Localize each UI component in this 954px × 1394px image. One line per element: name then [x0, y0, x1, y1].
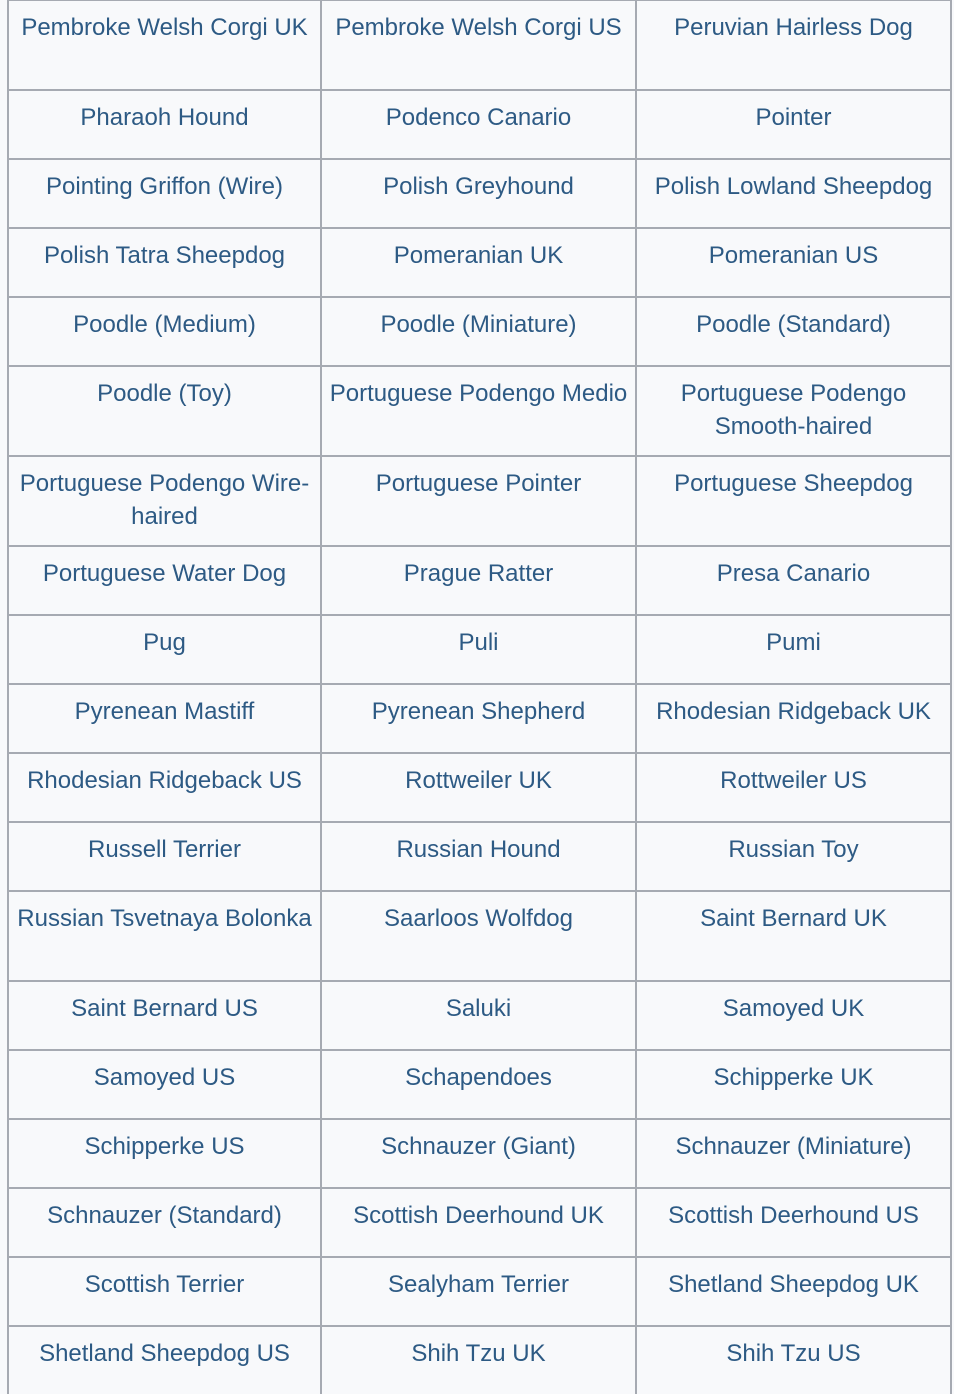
- table-cell: Pharaoh Hound: [8, 90, 321, 159]
- table-cell: Samoyed UK: [636, 981, 951, 1050]
- table-cell: Rhodesian Ridgeback US: [8, 753, 321, 822]
- table-row: [8, 891, 951, 981]
- table-cell: Pomeranian US: [636, 228, 951, 297]
- table-row: [8, 684, 951, 753]
- table-cell: Saint Bernard US: [8, 981, 321, 1050]
- table-cell: Saint Bernard UK: [636, 891, 951, 981]
- table-cell: Pug: [8, 615, 321, 684]
- table-cell: Schipperke US: [8, 1119, 321, 1188]
- table-row: [8, 0, 951, 90]
- table-cell: Prague Ratter: [321, 546, 636, 615]
- table-row: [8, 297, 951, 366]
- table-cell: Schnauzer (Standard): [8, 1188, 321, 1257]
- table-cell: Podenco Canario: [321, 90, 636, 159]
- table-cell: Presa Canario: [636, 546, 951, 615]
- table-cell: Poodle (Medium): [8, 297, 321, 366]
- table-cell: Shih Tzu US: [636, 1326, 951, 1394]
- table-cell: Shih Tzu UK: [321, 1326, 636, 1394]
- table-cell: Pointer: [636, 90, 951, 159]
- table-cell: Russell Terrier: [8, 822, 321, 891]
- table-cell: Rottweiler UK: [321, 753, 636, 822]
- table-cell: Puli: [321, 615, 636, 684]
- table-row: [8, 1188, 951, 1257]
- breed-table-body: [8, 0, 951, 1394]
- table-cell: Portuguese Water Dog: [8, 546, 321, 615]
- table-row: [8, 1119, 951, 1188]
- table-cell: Portuguese Pointer: [321, 456, 636, 546]
- table-cell: Shetland Sheepdog UK: [636, 1257, 951, 1326]
- table-row: [8, 159, 951, 228]
- table-row: [8, 753, 951, 822]
- table-cell: Samoyed US: [8, 1050, 321, 1119]
- table-cell: Pyrenean Shepherd: [321, 684, 636, 753]
- table-cell: Scottish Deerhound US: [636, 1188, 951, 1257]
- table-cell: Peruvian Hairless Dog: [636, 0, 951, 90]
- table-row: [8, 981, 951, 1050]
- table-row: [8, 1257, 951, 1326]
- table-cell: Schipperke UK: [636, 1050, 951, 1119]
- table-cell: Portuguese Podengo Wire-haired: [8, 456, 321, 546]
- table-row: [8, 1050, 951, 1119]
- table-cell: Russian Hound: [321, 822, 636, 891]
- table-cell: Schnauzer (Miniature): [636, 1119, 951, 1188]
- table-cell: Russian Tsvetnaya Bolonka: [8, 891, 321, 981]
- table-cell: Pumi: [636, 615, 951, 684]
- table-cell: Saluki: [321, 981, 636, 1050]
- table-row: [8, 615, 951, 684]
- table-cell: Rhodesian Ridgeback UK: [636, 684, 951, 753]
- table-cell: Poodle (Miniature): [321, 297, 636, 366]
- table-cell: Poodle (Standard): [636, 297, 951, 366]
- breed-table: [7, 0, 952, 1394]
- table-row: [8, 1326, 951, 1394]
- table-cell: Portuguese Podengo Smooth-haired: [636, 366, 951, 456]
- table-cell: Saarloos Wolfdog: [321, 891, 636, 981]
- table-cell: Pointing Griffon (Wire): [8, 159, 321, 228]
- table-cell: Sealyham Terrier: [321, 1257, 636, 1326]
- table-cell: Pyrenean Mastiff: [8, 684, 321, 753]
- table-row: [8, 456, 951, 546]
- table-row: [8, 546, 951, 615]
- table-row: [8, 366, 951, 456]
- table-cell: Portuguese Sheepdog: [636, 456, 951, 546]
- table-cell: Poodle (Toy): [8, 366, 321, 456]
- table-cell: Schapendoes: [321, 1050, 636, 1119]
- table-cell: Rottweiler US: [636, 753, 951, 822]
- table-row: [8, 822, 951, 891]
- table-cell: Pembroke Welsh Corgi UK: [8, 0, 321, 90]
- table-cell: Scottish Terrier: [8, 1257, 321, 1326]
- table-cell: Scottish Deerhound UK: [321, 1188, 636, 1257]
- table-cell: Schnauzer (Giant): [321, 1119, 636, 1188]
- table-cell: Polish Tatra Sheepdog: [8, 228, 321, 297]
- table-cell: Polish Greyhound: [321, 159, 636, 228]
- table-cell: Polish Lowland Sheepdog: [636, 159, 951, 228]
- table-row: [8, 90, 951, 159]
- table-cell: Shetland Sheepdog US: [8, 1326, 321, 1394]
- table-cell: Portuguese Podengo Medio: [321, 366, 636, 456]
- table-cell: Pembroke Welsh Corgi US: [321, 0, 636, 90]
- table-cell: Russian Toy: [636, 822, 951, 891]
- table-cell: Pomeranian UK: [321, 228, 636, 297]
- table-row: [8, 228, 951, 297]
